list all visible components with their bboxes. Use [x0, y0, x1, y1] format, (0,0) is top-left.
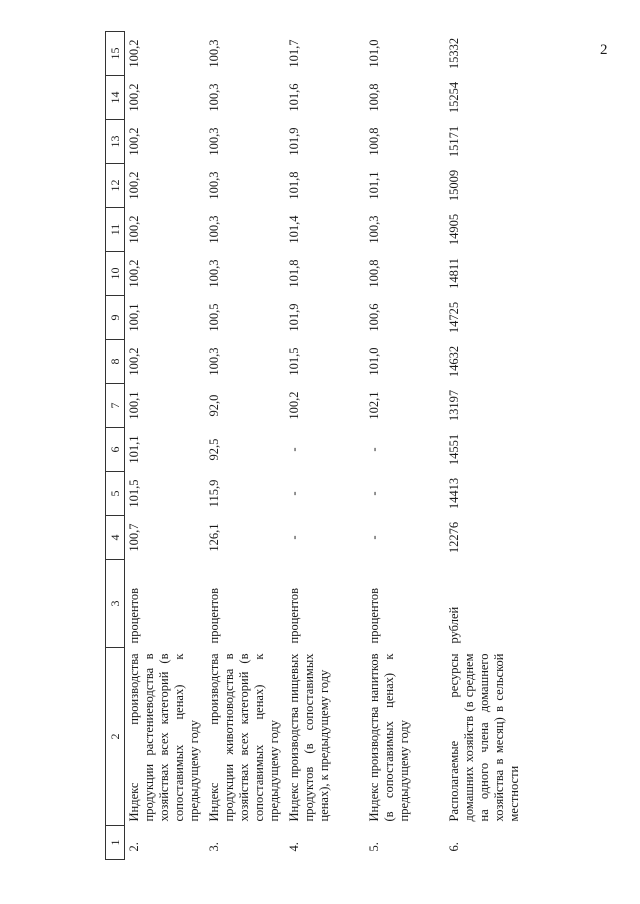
value-cell: 15332 [447, 37, 461, 70]
table-row [125, 32, 206, 860]
value-cell: 100,1 [127, 391, 141, 420]
column-header: 9 [106, 296, 125, 340]
column-header: 7 [106, 384, 125, 428]
table-row [445, 32, 522, 860]
row-number: 6. [447, 842, 461, 852]
column-header: 13 [106, 120, 125, 164]
value-cell: 101,0 [367, 347, 381, 376]
value-cell: 101,1 [127, 435, 141, 464]
value-cell: 100,3 [207, 171, 221, 200]
value-cell: 14632 [447, 345, 461, 378]
table-row [285, 32, 365, 860]
value-cell: - [367, 491, 381, 496]
value-cell: - [367, 447, 381, 452]
value-cell: 100,8 [367, 83, 381, 112]
indicator-name: Индекс производства продукции животноводства в хозяйствах всех категорий (в сопоставимых ценах) к предыдущему году [207, 653, 281, 822]
column-number-row [106, 32, 125, 860]
indicator-name: Индекс производства пищевых продуктов (в сопоставимых ценах), к предыдущему году [287, 653, 331, 822]
value-cell: 101,0 [367, 39, 381, 68]
column-header: 10 [106, 252, 125, 296]
column-header: 1 [106, 826, 125, 860]
unit-cell: рублей [447, 606, 461, 644]
value-cell: 15254 [447, 81, 461, 114]
value-cell: 14905 [447, 213, 461, 246]
column-header: 15 [106, 32, 125, 76]
value-cell: 100,2 [127, 83, 141, 112]
value-cell: 100,6 [367, 303, 381, 332]
value-cell: 100,3 [207, 83, 221, 112]
value-cell: 100,3 [207, 39, 221, 68]
value-cell: - [287, 535, 301, 540]
column-header: 4 [106, 516, 125, 560]
table-row [205, 32, 285, 860]
row-number: 4. [287, 842, 301, 852]
value-cell: 100,8 [367, 259, 381, 288]
value-cell: 101,9 [287, 127, 301, 156]
value-cell: 92,5 [207, 438, 221, 461]
value-cell: 100,5 [207, 303, 221, 332]
column-header: 14 [106, 76, 125, 120]
indicator-name: Индекс производства напитков (в сопоставимых ценах) к предыдущему году [367, 653, 411, 822]
value-cell: 100,7 [127, 523, 141, 552]
value-cell: 12276 [447, 521, 461, 554]
indicator-name: Располагаемые ресурсы домашних хозяйств (в среднем на одного члена домашнего хозяйства в месяц) в сельской местности [447, 653, 521, 822]
value-cell: 15171 [447, 125, 461, 158]
value-cell: 14725 [447, 301, 461, 334]
value-cell: 102,1 [367, 391, 381, 420]
value-cell: 101,8 [287, 171, 301, 200]
value-cell: 101,5 [127, 479, 141, 508]
value-cell: - [287, 447, 301, 452]
column-header: 3 [106, 560, 125, 648]
value-cell: 13197 [447, 389, 461, 422]
column-header: 2 [106, 648, 125, 826]
value-cell: 100,8 [367, 127, 381, 156]
table-row [365, 32, 445, 860]
value-cell: 100,2 [127, 39, 141, 68]
value-cell: 100,2 [127, 215, 141, 244]
column-header: 8 [106, 340, 125, 384]
value-cell: 14551 [447, 433, 461, 466]
column-header: 6 [106, 428, 125, 472]
value-cell: 101,6 [287, 83, 301, 112]
value-cell: - [287, 491, 301, 496]
indicator-name: Индекс производства продукции растениеводства в хозяйствах всех категорий (в сопоставимых ценах) к предыдущему году [127, 653, 201, 822]
value-cell: 101,1 [367, 171, 381, 200]
value-cell: 100,3 [207, 259, 221, 288]
value-cell: 100,2 [127, 171, 141, 200]
value-cell: 92,0 [207, 394, 221, 417]
value-cell: 100,3 [207, 127, 221, 156]
value-cell: 101,8 [287, 259, 301, 288]
value-cell: 100,3 [207, 215, 221, 244]
column-header: 12 [106, 164, 125, 208]
value-cell: 100,2 [127, 347, 141, 376]
value-cell: 115,9 [207, 479, 221, 508]
unit-cell: процентов [127, 587, 141, 644]
column-header: 5 [106, 472, 125, 516]
value-cell: 100,1 [127, 303, 141, 332]
value-cell: 100,2 [287, 391, 301, 420]
value-cell: 14413 [447, 477, 461, 510]
row-number: 3. [207, 842, 221, 852]
rotated-table-container [105, 37, 525, 860]
value-cell: 100,3 [207, 347, 221, 376]
value-cell: 101,7 [287, 39, 301, 68]
row-number: 2. [127, 842, 141, 852]
unit-cell: процентов [207, 587, 221, 644]
unit-cell: процентов [367, 587, 381, 644]
column-header: 11 [106, 208, 125, 252]
value-cell: 100,3 [367, 215, 381, 244]
value-cell: 101,9 [287, 303, 301, 332]
value-cell: 101,5 [287, 347, 301, 376]
value-cell: 15009 [447, 169, 461, 202]
value-cell: 100,2 [127, 259, 141, 288]
unit-cell: процентов [287, 587, 301, 644]
indicators-table [105, 31, 522, 860]
page-number: 2 [600, 42, 608, 58]
row-number: 5. [367, 842, 381, 852]
value-cell: 126,1 [207, 523, 221, 552]
value-cell: 101,4 [287, 215, 301, 244]
value-cell: 14811 [447, 258, 461, 289]
value-cell: - [367, 535, 381, 540]
value-cell: 100,2 [127, 127, 141, 156]
